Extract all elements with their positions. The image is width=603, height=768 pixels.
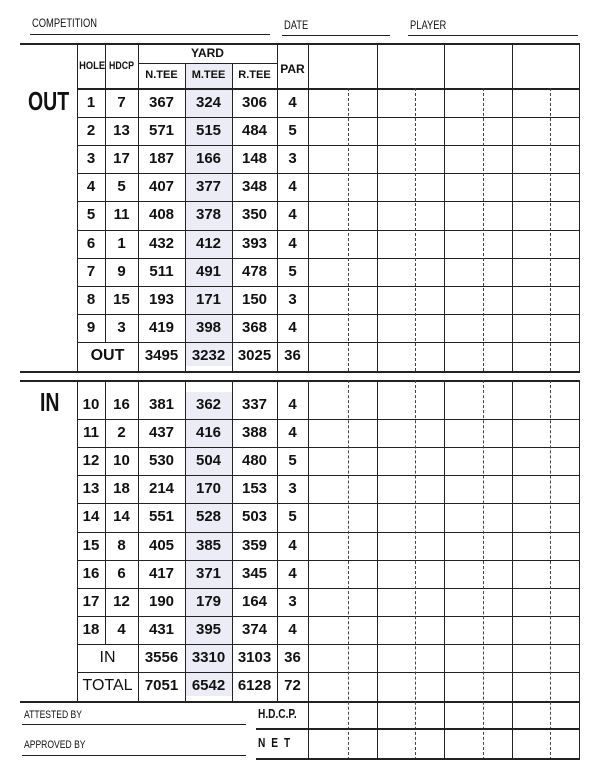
col-hdcp-header: HDCP — [109, 60, 134, 72]
in-hole-16-hole: 16 — [82, 564, 100, 582]
in-total-par: 36 — [284, 648, 301, 666]
out-hole-1-r: 306 — [241, 94, 268, 111]
out-hole-4-hdcp: 5 — [117, 178, 126, 196]
in-total-label: IN — [99, 648, 116, 666]
out-hole-8-n: 193 — [148, 290, 175, 308]
in-hole-18-hdcp: 4 — [117, 620, 126, 638]
out-hole-9-m: 398 — [195, 318, 222, 336]
in-hole-11-par: 4 — [288, 424, 297, 442]
grand-total-par: 72 — [284, 677, 301, 694]
in-hole-15-par: 4 — [288, 536, 297, 554]
in-hole-17-par: 3 — [288, 592, 297, 610]
out-hole-9-hdcp: 3 — [117, 318, 126, 336]
in-hole-18-n: 431 — [148, 620, 175, 638]
in-hole-11-m: 416 — [195, 424, 222, 442]
out-hole-3-par: 3 — [288, 150, 297, 168]
col-rule — [277, 380, 278, 701]
in-hole-11-hole: 11 — [83, 424, 99, 442]
in-hole-12-hdcp: 10 — [113, 452, 130, 470]
out-hole-2-r: 484 — [241, 122, 268, 140]
in-hole-15-n: 405 — [148, 536, 175, 554]
out-hole-6-n: 432 — [148, 234, 175, 252]
in-total-r: 3103 — [237, 648, 272, 666]
out-hole-2-par: 5 — [288, 122, 297, 140]
score-dash-rule — [550, 380, 551, 760]
score-dash-rule — [348, 380, 349, 760]
approved-line — [22, 755, 246, 756]
in-hole-12-r: 480 — [241, 452, 268, 470]
in-hole-16-m: 371 — [195, 564, 222, 582]
out-hole-4-r: 348 — [241, 178, 268, 196]
in-hole-13-hdcp: 18 — [113, 480, 130, 498]
col-rtee-header: R.TEE — [238, 69, 271, 81]
out-hole-5-hdcp: 11 — [113, 206, 130, 224]
score-dash-rule — [415, 380, 416, 760]
in-hole-11-r: 388 — [241, 424, 268, 442]
header-col-rule — [138, 43, 139, 88]
out-hole-1-m: 324 — [195, 94, 222, 111]
out-hole-8-hole: 8 — [86, 290, 96, 308]
score-col-rule — [444, 380, 445, 760]
header-col-rule — [185, 63, 186, 88]
col-rule — [77, 380, 78, 701]
competition-line — [30, 34, 270, 35]
col-rule — [277, 88, 278, 371]
col-rule — [232, 380, 233, 701]
out-total-label: OUT — [90, 346, 125, 364]
out-hole-2-hdcp: 13 — [113, 122, 130, 140]
in-hole-12-m: 504 — [195, 452, 222, 470]
in-hole-17-r: 164 — [241, 592, 268, 610]
score-col-rule — [444, 88, 445, 371]
in-hole-18-m: 395 — [195, 620, 222, 638]
in-hole-13-par: 3 — [288, 480, 297, 498]
score-col-rule — [308, 88, 309, 371]
out-hole-5-par: 4 — [288, 206, 297, 224]
out-hole-7-hdcp: 9 — [117, 262, 126, 280]
in-hole-17-m: 179 — [195, 592, 222, 610]
in-hole-12-par: 5 — [288, 452, 297, 470]
in-hole-18-par: 4 — [288, 620, 297, 638]
score-col-rule — [308, 43, 309, 88]
score-dash-rule — [415, 88, 416, 371]
in-hole-17-n: 190 — [148, 592, 175, 610]
in-hole-15-hdcp: 8 — [117, 536, 126, 554]
out-hole-1-par: 4 — [288, 94, 297, 111]
out-hole-7-n: 511 — [149, 262, 174, 280]
out-hole-8-hdcp: 15 — [113, 290, 130, 308]
out-hole-6-par: 4 — [288, 234, 297, 252]
in-hole-10-n: 381 — [148, 396, 175, 413]
col-ntee-header: N.TEE — [145, 69, 178, 81]
date-line — [282, 35, 390, 36]
header-col-rule — [77, 43, 78, 88]
in-hole-16-hdcp: 6 — [117, 564, 126, 582]
col-rule — [77, 88, 78, 371]
col-rule — [105, 380, 106, 644]
out-hole-4-m: 377 — [195, 178, 222, 196]
score-col-rule — [512, 380, 513, 760]
score-col-rule — [579, 43, 580, 88]
in-hole-14-hdcp: 14 — [113, 508, 130, 526]
in-bottom-border — [20, 701, 580, 703]
col-rule — [185, 380, 186, 701]
out-hole-1-hdcp: 7 — [117, 94, 126, 111]
in-hole-18-r: 374 — [241, 620, 268, 638]
out-hole-5-m: 378 — [195, 206, 222, 224]
out-hole-6-hdcp: 1 — [117, 234, 126, 252]
out-hole-3-m: 166 — [195, 150, 222, 168]
col-par-header: PAR — [280, 62, 305, 76]
score-col-rule — [579, 380, 580, 760]
out-hole-7-par: 5 — [288, 262, 297, 280]
date-label: DATE — [284, 18, 309, 32]
player-label: PLAYER — [410, 18, 447, 32]
col-mtee-header: M.TEE — [191, 69, 226, 81]
attested-line — [22, 724, 246, 725]
out-hole-4-par: 4 — [288, 178, 297, 196]
score-col-rule — [579, 88, 580, 371]
out-hole-8-r: 150 — [241, 290, 268, 308]
score-dash-rule — [550, 88, 551, 371]
out-hole-8-par: 3 — [288, 290, 297, 308]
out-hole-6-hole: 6 — [86, 234, 96, 252]
score-col-rule — [444, 43, 445, 88]
in-hole-15-hole: 15 — [82, 536, 100, 554]
header-col-rule — [232, 63, 233, 88]
out-hole-2-n: 571 — [148, 122, 175, 140]
in-total-n: 3556 — [144, 648, 179, 666]
attested-by-label: ATTESTED BY — [24, 709, 83, 721]
net-bottom-border — [256, 758, 580, 760]
col-hole-header: HOLE — [79, 60, 106, 72]
out-total-m: 3232 — [191, 346, 226, 364]
out-hole-8-m: 171 — [195, 290, 222, 308]
in-top-border — [20, 380, 580, 382]
out-hole-7-r: 478 — [241, 262, 268, 280]
in-hole-17-hole: 17 — [82, 592, 100, 610]
out-hole-5-r: 350 — [241, 206, 268, 224]
out-hole-7-m: 491 — [195, 262, 222, 280]
out-hole-9-r: 368 — [241, 318, 268, 336]
table-top-border — [20, 43, 580, 45]
in-hole-16-n: 417 — [148, 564, 175, 582]
score-col-rule — [512, 43, 513, 88]
hdcp-bottom-border — [256, 728, 580, 730]
grand-total-label: TOTAL — [82, 677, 133, 694]
in-hole-11-n: 437 — [148, 424, 175, 442]
player-line — [408, 35, 578, 36]
competition-label: COMPETITION — [32, 16, 98, 30]
in-hole-10-par: 4 — [288, 396, 297, 413]
out-hole-1-n: 367 — [148, 94, 175, 111]
in-hole-14-m: 528 — [195, 508, 222, 526]
in-hole-16-par: 4 — [288, 564, 297, 582]
in-hole-18-hole: 18 — [82, 620, 100, 638]
approved-by-label: APPROVED BY — [24, 739, 86, 751]
out-hole-5-hole: 5 — [86, 206, 96, 224]
out-bottom-border — [20, 371, 580, 373]
out-hole-4-n: 407 — [148, 178, 175, 196]
out-hole-1-hole: 1 — [86, 94, 96, 111]
in-hole-17-hdcp: 12 — [113, 592, 130, 610]
in-hole-10-m: 362 — [195, 396, 222, 413]
score-dash-rule — [483, 88, 484, 371]
out-hole-3-hole: 3 — [86, 150, 96, 168]
section-in-label: IN — [40, 387, 60, 417]
hdcp-label: H.D.C.P. — [258, 706, 297, 721]
out-hole-4-hole: 4 — [86, 178, 96, 196]
col-rule — [138, 380, 139, 701]
out-total-n: 3495 — [144, 346, 179, 364]
out-total-par: 36 — [284, 346, 301, 364]
col-rule — [185, 88, 186, 371]
in-hole-10-r: 337 — [241, 396, 268, 413]
col-yard-header: YARD — [191, 46, 224, 60]
header-col-rule — [105, 43, 106, 88]
in-hole-14-par: 5 — [288, 508, 297, 526]
score-col-rule — [377, 43, 378, 88]
in-hole-14-hole: 14 — [82, 508, 100, 526]
score-dash-rule — [483, 380, 484, 760]
col-rule — [308, 701, 309, 760]
net-label: N E T — [258, 735, 292, 750]
in-hole-11-hdcp: 2 — [117, 424, 126, 442]
score-col-rule — [377, 88, 378, 371]
in-hole-12-hole: 12 — [82, 452, 100, 470]
col-rule — [105, 88, 106, 342]
in-total-m: 3310 — [191, 648, 226, 666]
out-hole-3-hdcp: 17 — [113, 150, 130, 168]
out-hole-2-hole: 2 — [86, 122, 96, 140]
out-hole-6-r: 393 — [241, 234, 268, 252]
out-hole-2-m: 515 — [195, 122, 222, 140]
grand-total-m: 6542 — [191, 677, 226, 694]
out-hole-9-hole: 9 — [86, 318, 96, 336]
col-rule — [138, 88, 139, 371]
in-hole-14-r: 503 — [241, 508, 268, 526]
in-hole-15-m: 385 — [195, 536, 222, 554]
col-rule — [232, 88, 233, 371]
out-hole-5-n: 408 — [148, 206, 175, 224]
grand-total-n: 7051 — [144, 677, 179, 694]
in-hole-13-n: 214 — [148, 480, 175, 498]
in-hole-12-n: 530 — [148, 452, 175, 470]
yard-divider — [138, 63, 277, 64]
in-hole-10-hdcp: 16 — [113, 396, 130, 413]
in-hole-10-hole: 10 — [82, 396, 100, 413]
header-col-rule — [277, 43, 278, 88]
section-out-label: OUT — [28, 86, 70, 116]
in-hole-13-r: 153 — [241, 480, 268, 498]
out-total-r: 3025 — [237, 346, 272, 364]
out-hole-7-hole: 7 — [86, 262, 96, 280]
in-hole-14-n: 551 — [148, 508, 175, 526]
in-hole-13-hole: 13 — [82, 480, 100, 498]
in-hole-13-m: 170 — [195, 480, 222, 498]
score-col-rule — [377, 380, 378, 760]
out-hole-3-n: 187 — [148, 150, 175, 168]
out-hole-9-par: 4 — [288, 318, 297, 336]
score-col-rule — [512, 88, 513, 371]
out-hole-9-n: 419 — [148, 318, 175, 336]
in-hole-15-r: 359 — [241, 536, 268, 554]
grand-total-r: 6128 — [237, 677, 272, 694]
score-dash-rule — [348, 88, 349, 371]
out-hole-3-r: 148 — [241, 150, 268, 168]
out-hole-6-m: 412 — [195, 234, 222, 252]
in-hole-16-r: 345 — [241, 564, 268, 582]
